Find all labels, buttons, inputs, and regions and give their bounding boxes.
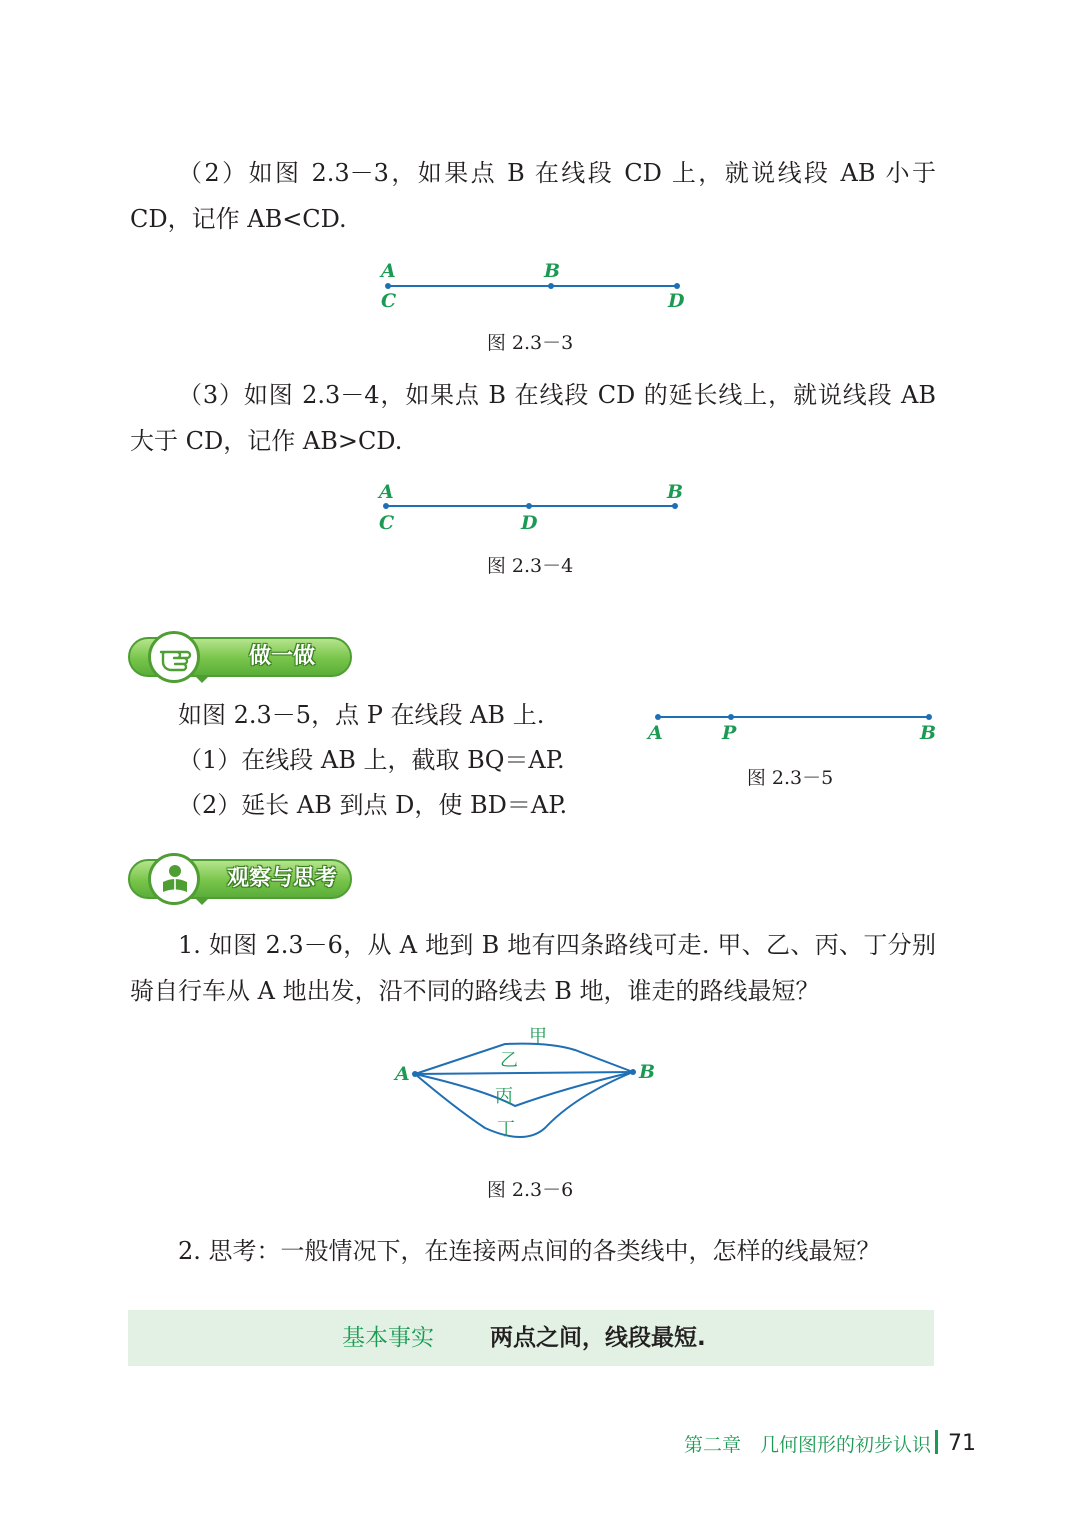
do-intro: 如图 2.3－5，点 P 在线段 AB 上. bbox=[178, 701, 545, 729]
route-jia bbox=[415, 1044, 633, 1074]
section-banner-observe bbox=[128, 851, 354, 907]
do-item-2: （2）延长 AB 到点 D，使 BD＝AP. bbox=[178, 791, 568, 819]
figure-2-3-4 bbox=[370, 476, 700, 536]
point-b bbox=[926, 714, 932, 720]
label-c: C bbox=[379, 512, 395, 534]
figure-2-3-6 bbox=[385, 1018, 685, 1148]
point-a bbox=[412, 1071, 418, 1077]
label-b: B bbox=[920, 722, 937, 744]
point-d bbox=[526, 503, 532, 509]
reading-person-icon bbox=[148, 853, 200, 905]
point-b bbox=[630, 1069, 636, 1075]
label-c: C bbox=[381, 290, 397, 312]
banner-pointer bbox=[194, 675, 210, 683]
paragraph-3: （3）如图 2.3－4，如果点 B 在线段 CD 的延长线上，就说线段 AB 大于 CD，记作 AB>CD. bbox=[130, 381, 936, 455]
footer-chapter-title: 第二章 几何图形的初步认识 bbox=[684, 1434, 932, 1456]
label-a: A bbox=[395, 1063, 410, 1085]
label-a: A bbox=[648, 722, 663, 744]
pointing-hand-icon bbox=[148, 631, 200, 683]
route-label-ding: 丁 bbox=[497, 1119, 515, 1140]
figure-2-3-3 bbox=[370, 255, 700, 315]
route-yi bbox=[415, 1072, 633, 1074]
point-a bbox=[383, 503, 389, 509]
basic-fact-box bbox=[128, 1310, 934, 1366]
page-number: 71 bbox=[948, 1431, 976, 1456]
point-a bbox=[655, 714, 661, 720]
banner-title: 做一做 bbox=[248, 644, 315, 669]
caption-2-3-6: 图 2.3－6 bbox=[486, 1179, 574, 1201]
route-label-yi: 乙 bbox=[500, 1050, 518, 1071]
basic-fact-text: 两点之间，线段最短. bbox=[490, 1325, 706, 1351]
banner-pointer bbox=[194, 897, 210, 905]
point-a bbox=[385, 283, 391, 289]
point-p bbox=[728, 714, 734, 720]
do-item-1: （1）在线段 AB 上，截取 BQ＝AP. bbox=[178, 746, 565, 774]
label-b: B bbox=[639, 1061, 656, 1083]
basic-fact-label: 基本事实 bbox=[342, 1325, 434, 1351]
label-d: D bbox=[668, 290, 685, 312]
label-b: B bbox=[667, 481, 684, 503]
label-d: D bbox=[521, 512, 538, 534]
label-a: A bbox=[379, 481, 394, 503]
label-a: A bbox=[381, 260, 396, 282]
route-label-bing: 丙 bbox=[495, 1086, 513, 1107]
figure-2-3-5 bbox=[640, 700, 950, 750]
label-p: P bbox=[722, 722, 737, 744]
question-2: 2. 思考：一般情况下，在连接两点间的各类线中，怎样的线最短？ bbox=[178, 1237, 881, 1265]
section-banner-do bbox=[128, 629, 354, 685]
point-b bbox=[672, 503, 678, 509]
footer-divider bbox=[935, 1430, 938, 1454]
question-1: 1. 如图 2.3－6，从 A 地到 B 地有四条路线可走. 甲、乙、丙、丁分别骑自行车从 A 地出发，沿不同的路线去 B 地，谁走的路线最短？ bbox=[130, 931, 936, 1005]
caption-2-3-4: 图 2.3－4 bbox=[486, 555, 574, 577]
caption-2-3-3: 图 2.3－3 bbox=[486, 332, 574, 354]
label-b: B bbox=[544, 260, 561, 282]
point-d bbox=[674, 283, 680, 289]
point-b bbox=[548, 283, 554, 289]
banner-title: 观察与思考 bbox=[226, 866, 337, 891]
route-label-jia: 甲 bbox=[529, 1026, 547, 1047]
caption-2-3-5: 图 2.3－5 bbox=[746, 767, 834, 789]
paragraph-2: （2）如图 2.3－3，如果点 B 在线段 CD 上，就说线段 AB 小于 CD，记作 AB<CD. bbox=[130, 159, 936, 233]
